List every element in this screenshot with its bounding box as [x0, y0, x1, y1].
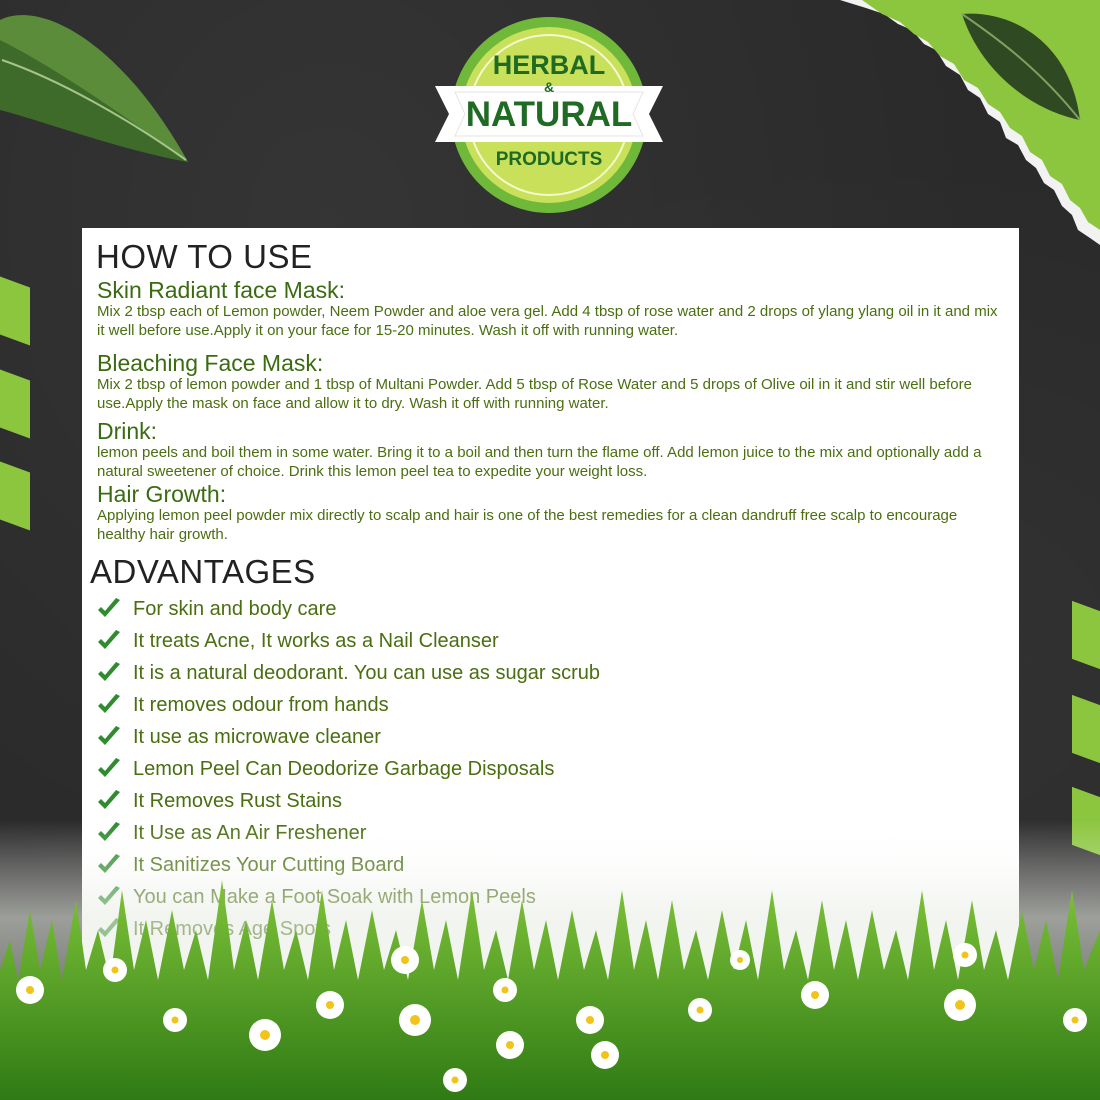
- how-to-use-heading: HOW TO USE: [96, 238, 313, 275]
- grass-daisies-footer: [0, 820, 1100, 1100]
- section-title: Skin Radiant face Mask:: [97, 277, 346, 303]
- check-icon: [96, 597, 122, 621]
- section-title: Hair Growth:: [97, 481, 227, 507]
- section-title: Drink:: [97, 418, 158, 444]
- list-item: [96, 657, 600, 689]
- advantage-text: It treats Acne, It works as a Nail Cleanser: [133, 629, 499, 652]
- badge-top-text: HERBAL: [492, 50, 606, 80]
- accent-stripe: [1072, 601, 1100, 669]
- check-icon: [96, 661, 122, 685]
- list-item: [96, 593, 600, 625]
- advantages-heading: ADVANTAGES: [90, 553, 316, 590]
- badge-amp-text: &: [543, 79, 555, 95]
- advantage-text: For skin and body care: [133, 597, 337, 620]
- list-item: [96, 721, 600, 753]
- herbal-natural-badge: [433, 10, 665, 220]
- list-item: [96, 753, 600, 785]
- check-icon: [96, 725, 122, 749]
- advantage-text: Lemon Peel Can Deodorize Garbage Disposals: [133, 757, 555, 780]
- section-text: Applying lemon peel powder mix directly to scalp and hair is one of the best remedies for a clean dandruff free scalp to encourage healthy hair growth.: [97, 507, 958, 543]
- badge-main-text: NATURAL: [465, 95, 633, 134]
- section-text: Mix 2 tbsp of lemon powder and 1 tbsp of Multani Powder. Add 5 tbsp of Rose Water and 5 drops of Olive oil in it and stir well before use.Apply the mask on face and allow it to dry. Wash it off with running water.: [97, 376, 972, 412]
- advantage-text: It use as microwave cleaner: [133, 725, 381, 748]
- badge-bottom-text: PRODUCTS: [495, 149, 603, 170]
- advantage-text: It removes odour from hands: [133, 693, 389, 716]
- advantage-text: It is a natural deodorant. You can use as sugar scrub: [133, 661, 600, 684]
- check-icon: [96, 693, 122, 717]
- accent-stripe: [0, 370, 30, 439]
- check-icon: [96, 789, 122, 813]
- leaf-icon: [0, 0, 200, 175]
- check-icon: [96, 757, 122, 781]
- leaf-icon: [960, 10, 1085, 125]
- section-title: Bleaching Face Mask:: [97, 350, 324, 376]
- list-item: [96, 785, 600, 817]
- list-item: [96, 625, 600, 657]
- accent-stripe: [1072, 695, 1100, 763]
- section-text: Mix 2 tbsp each of Lemon powder, Neem Powder and aloe vera gel. Add 4 tbsp of rose water and 2 drops of ylang ylang oil in it and mix it well before use.Apply it on your face for 15-20 minutes. Wash it off with running water.: [97, 303, 998, 339]
- accent-stripe: [0, 462, 30, 531]
- section-text: lemon peels and boil them in some water. Bring it to a boil and then turn the flame off. Add lemon juice to the mix and optionally add a natural sweetener of choice. Drink this lemon peel tea to expedite your weight loss.: [97, 444, 982, 480]
- list-item: [96, 689, 600, 721]
- advantage-text: It Removes Rust Stains: [133, 789, 342, 812]
- check-icon: [96, 629, 122, 653]
- accent-stripe: [0, 277, 30, 346]
